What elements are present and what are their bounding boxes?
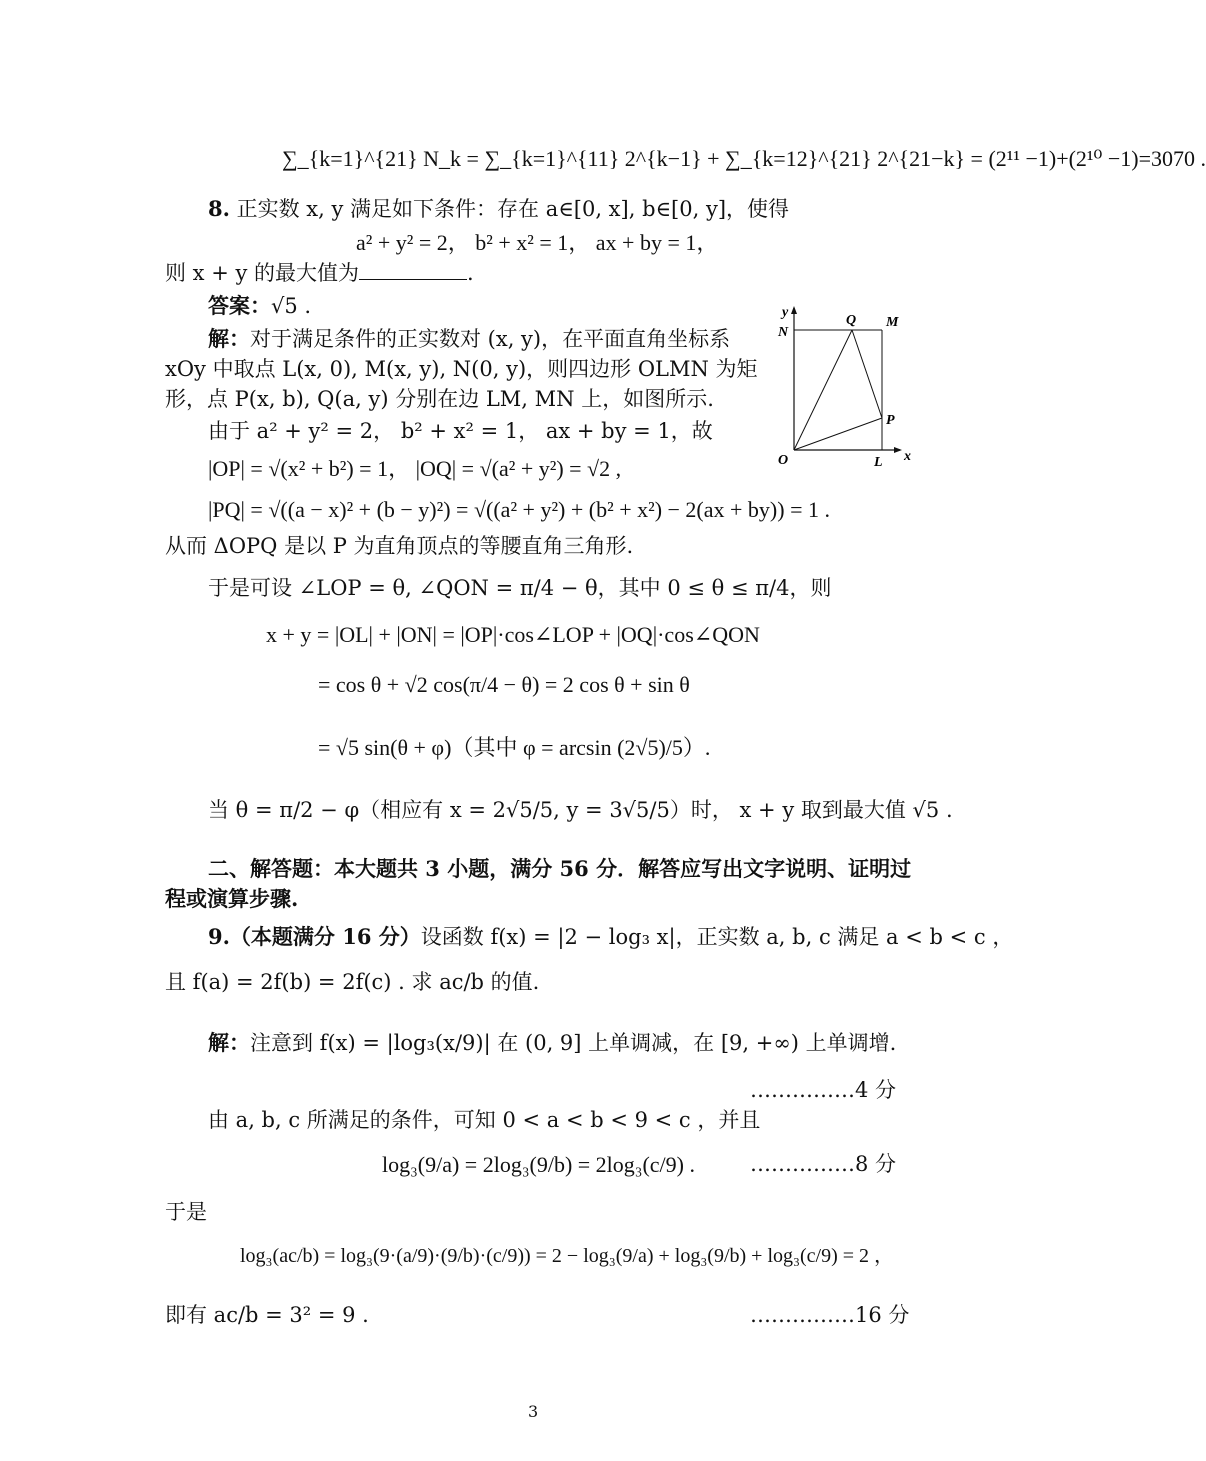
q9-statement-cont: 且 f(a) = 2f(b) = 2f(c) . 求 ac/b 的值. xyxy=(165,970,540,994)
section-2-heading-cont: 程或演算步骤. xyxy=(165,886,299,911)
q8-conditions: a² + y² = 2， b² + x² = 1， ax + by = 1， xyxy=(356,230,719,255)
q9-solution-text-1: 注意到 f(x) = |log₃(x/9)| 在 (0, 9] 上单调减，在 [9, +∞) 上单调增. xyxy=(250,1031,897,1055)
q9-solution-line-1 xyxy=(208,1030,896,1056)
score-mark-8: ……………8 分 xyxy=(750,1152,897,1176)
solution-line-4: 由于 a² + y² = 2， b² + x² = 1， ax + by = 1，故 xyxy=(208,419,713,443)
label-M: M xyxy=(886,315,899,330)
q8-line xyxy=(208,196,789,222)
solution-line-6: |PQ| = √((a − x)² + (b − y)²) = √((a² + y²) + (b² + x²) − 2(ax + by)) = 1 . xyxy=(208,497,830,522)
score-mark-16: ……………16 分 xyxy=(750,1303,910,1327)
solution-line-2: xOy 中取点 L(x, 0), M(x, y), N(0, y)，则四边形 OLMN 为矩 xyxy=(165,357,758,381)
q8-number: 8. xyxy=(208,196,230,221)
solution-line-3: 形，点 P(x, b), Q(a, y) 分别在边 LM, MN 上，如图所示. xyxy=(165,387,714,411)
q9-statement: 设函数 f(x) = |2 − log₃ x|，正实数 a, b, c 满足 a < b < c ， xyxy=(420,925,1014,949)
q8-question-text: 则 x + y 的最大值为 xyxy=(165,261,360,285)
y-axis-arrow xyxy=(791,306,797,314)
solution-line-1 xyxy=(208,326,730,352)
answer-blank xyxy=(359,261,467,280)
solution-line-11: = √5 sin(θ + φ)（其中 φ = arcsin (2√5)/5）. xyxy=(318,735,711,760)
solution-text-1: 对于满足条件的正实数对 (x, y)，在平面直角坐标系 xyxy=(250,327,731,351)
q9-solution-line-6: 即有 ac/b = 3² = 9 . xyxy=(165,1303,369,1327)
solution-line-7: 从而 ΔOPQ 是以 P 为直角顶点的等腰直角三角形. xyxy=(165,534,634,558)
segment-PQ xyxy=(852,330,882,418)
label-P: P xyxy=(886,413,895,428)
solution-line-5: |OP| = √(x² + b²) = 1， |OQ| = √(a² + y²) = √2 , xyxy=(208,456,622,481)
answer-value: √5 . xyxy=(271,294,312,318)
solution-label: 解： xyxy=(208,326,250,351)
q9-solution-line-3: log₃(9/a) = 2log₃(9/b) = 2log₃(c/9) . xyxy=(382,1152,695,1177)
page-number: 3 xyxy=(528,1402,539,1421)
label-x: x xyxy=(904,449,911,464)
q9-solution-line-5: log₃(ac/b) = log₃(9·(a/9)·(9/b)·(c/9)) = 2 − log₃(9/a) + log₃(9/b) + log₃(c/9) = 2 ， xyxy=(240,1245,895,1267)
score-mark-4: ……………4 分 xyxy=(750,1078,897,1102)
label-L: L xyxy=(874,455,883,470)
label-y: y xyxy=(782,305,789,320)
q9-solution-label: 解： xyxy=(208,1030,250,1055)
solution-line-10: = cos θ + √2 cos(π/4 − θ) = 2 cos θ + sin θ xyxy=(318,672,690,697)
answer-line xyxy=(208,293,311,319)
solution-line-8: 于是可设 ∠LOP = θ, ∠QON = π/4 − θ，其中 0 ≤ θ ≤ π/4，则 xyxy=(208,576,832,600)
q9-line xyxy=(208,924,1013,950)
label-N: N xyxy=(778,325,789,340)
rectangle-diagram xyxy=(768,304,918,474)
solution-line-12: 当 θ = π/2 − φ（相应有 x = 2√5/5, y = 3√5/5）时， x + y 取到最大值 √5 . xyxy=(208,798,953,822)
label-O: O xyxy=(778,453,789,468)
q9-solution-line-2: 由 a, b, c 所满足的条件，可知 0 < a < b < 9 < c ，并且 xyxy=(208,1108,761,1132)
q9-solution-line-4: 于是 xyxy=(165,1200,207,1224)
sum-equation: ∑_{k=1}^{21} N_k = ∑_{k=1}^{11} 2^{k−1} + ∑_{k=12}^{21} 2^{21−k} = (2¹¹ −1)+(2¹⁰ −1)=3070 . xyxy=(282,146,1206,171)
q9-header: 9.（本题满分 16 分） xyxy=(208,924,421,949)
q8-question xyxy=(165,261,474,286)
section-2-heading: 二、解答题：本大题共 3 小题，满分 56 分．解答应写出文字说明、证明过 xyxy=(208,856,912,881)
answer-label: 答案： xyxy=(208,293,271,318)
label-Q: Q xyxy=(846,313,857,328)
q8-statement: 正实数 x, y 满足如下条件：存在 a∈[0, x], b∈[0, y]，使得 xyxy=(236,197,790,221)
solution-line-9: x + y = |OL| + |ON| = |OP|·cos∠LOP + |OQ|·cos∠QON xyxy=(266,622,760,647)
x-axis-arrow xyxy=(894,447,902,453)
q8-question-end: . xyxy=(467,261,474,285)
